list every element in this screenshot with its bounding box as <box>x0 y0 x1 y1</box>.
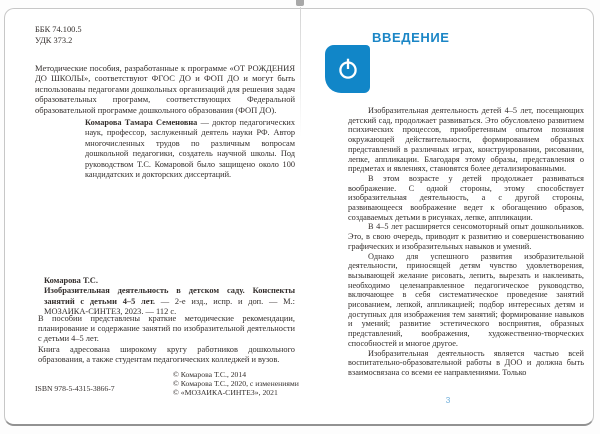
biblio-author: Комарова Т.С. <box>44 276 98 285</box>
spine-notch <box>296 0 304 6</box>
bibliographic-record <box>44 276 295 317</box>
intro-paragraph: Однако для успешного развития изобразительной деятельности, приносящей детям чувство удовлетворения, вызывающей желание рисовать, лепить, вырезать и наклеивать, необходимо целенаправленное педагогическое руководство, включающее в себя систематическое проведение занятий рисованием, лепкой, аппликацией; подбор интересных детям и доступных для изображения тем занятий; формирование навыков и умений; развитие эстетического восприятия, образных представлений, воображения, художественно-творческих способностей и многое другое. <box>348 251 584 348</box>
copyright-line: © Комарова Т.С., 2020, с изменениями <box>173 378 299 388</box>
intro-paragraph: Изобразительная деятельность детей 4–5 лет, посещающих детский сад, продолжает развиваться. Это обусловлено развитием психических процессов, приобретенным опытом познания окружающей действительности, формированием образных представлений в различных играх, конструировании, рисовании, лепке, аппликации. Благодаря этому образы, представления о предметах и явлениях, становятся более детализированными. <box>348 106 584 174</box>
classification-codes <box>35 24 82 46</box>
program-compliance-note: Методические пособия, разработанные к программе «ОТ РОЖДЕНИЯ ДО ШКОЛЫ», соответствуют ФГОС ДО и ФОП ДО и могут быть использованы педагогами дошкольных организаций для решения задач образовательных программ, соответствующих Федеральной образовательной программе дошкольного образования (ФОП ДО). <box>35 63 295 115</box>
chapter-title: ВВЕДЕНИЕ <box>372 30 450 45</box>
bbk-code: ББК 74.100.5 <box>35 25 82 34</box>
isbn-number: ISBN 978-5-4315-3866-7 <box>35 384 115 393</box>
power-icon <box>335 56 361 82</box>
copyright-block <box>173 371 299 398</box>
biblio-details: — 2-е изд., испр. и доп. — М.: МОЗАИКА-СИНТЕЗ, 2023. — 112 с. <box>44 296 295 316</box>
spine-divider <box>300 7 301 137</box>
author-bio-text: — доктор педагогических наук, профессор, заслуженный деятель науки РФ. Автор многочисленных трудов по различным вопросам дошкольной педагогики, создатель научной школы. Под руководством Т.С. Комаровой было защищено около 100 кандидатских и докторских диссертаций. <box>85 118 295 180</box>
intro-paragraph: В 4–5 лет расширяется сенсомоторный опыт дошкольников. Это, в свою очередь, приводит к развитию и совершенствованию графических и изобразительных навыков и умений. <box>348 222 584 251</box>
biblio-title: Изобразительная деятельность в детском саду. Конспекты занятий с детьми 4–5 лет. <box>44 286 295 306</box>
annotation-audience: Книга адресована широкому кругу работников дошкольного образования, а также студентам педагогических колледжей и вузов. <box>38 345 295 365</box>
annotation-contents: В пособии представлены краткие методические рекомендации, планирование и содержание занятий по изобразительной деятельности с детьми 4–5 лет. <box>38 314 295 344</box>
copyright-line: © Комарова Т.С., 2014 <box>173 370 247 379</box>
page-number: 3 <box>445 395 451 405</box>
author-name: Комарова Тамара Семеновна <box>85 118 198 127</box>
author-biography <box>85 118 295 180</box>
intro-paragraph: В этом возрасте у детей продолжает развиваться воображение. С одной стороны, этому способствует изобразительная деятельность, а с другой стороны, развивающееся воображение ведет к обогащению образов, создаваемых детьми в рисунках, лепке, аппликации. <box>348 173 584 222</box>
intro-paragraph: Изобразительная деятельность является частью всей воспитательно-образовательной работы в ДОО и должна быть взаимосвязана со всеми ее направлениями. Только <box>348 348 584 377</box>
copyright-line: © «МОЗАИКА-СИНТЕЗ», 2021 <box>173 387 278 397</box>
udk-code: УДК 373.2 <box>35 36 73 45</box>
chapter-marker <box>325 45 370 93</box>
introduction-text <box>348 106 584 378</box>
